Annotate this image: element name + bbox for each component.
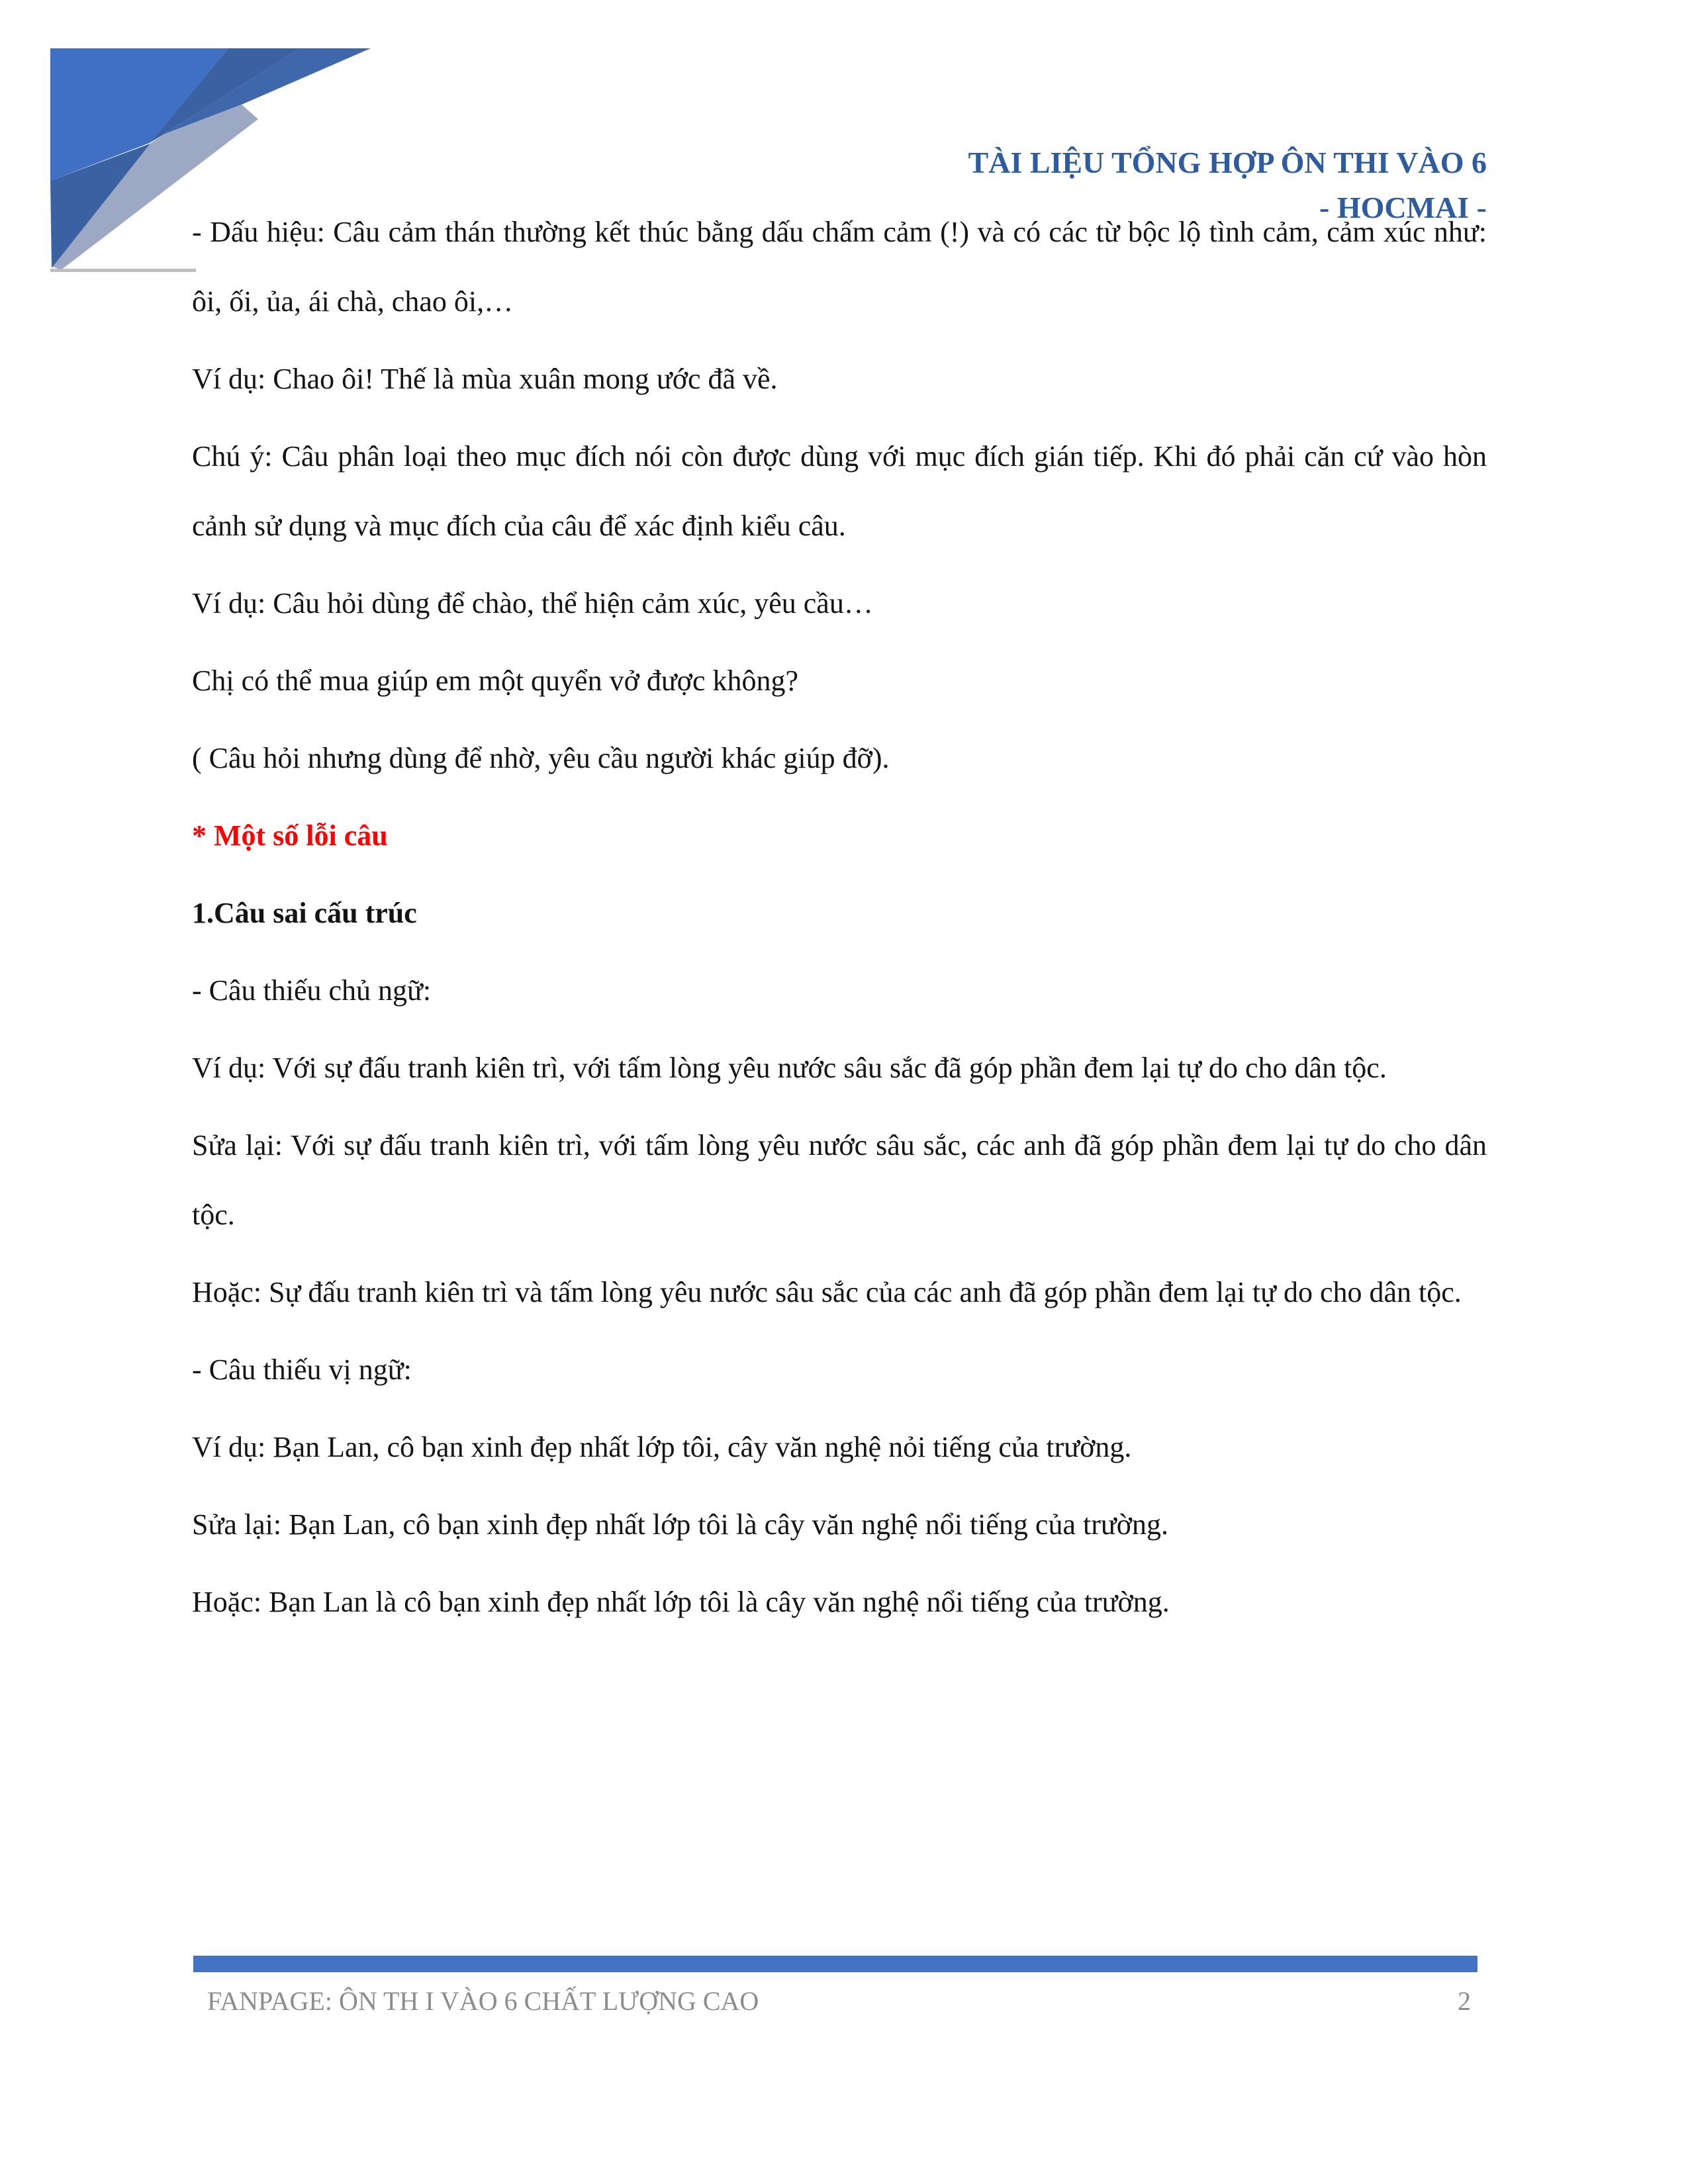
body-paragraph: Hoặc: Bạn Lan là cô bạn xinh đẹp nhất lớp tôi là cây văn nghệ nổi tiếng của trường. <box>192 1586 1170 1618</box>
body-paragraph: Ví dụ: Chao ôi! Thế là mùa xuân mong ước đã về. <box>192 363 778 395</box>
header-title: TÀI LIỆU TỔNG HỢP ÔN THI VÀO 6 <box>968 146 1487 179</box>
body-paragraph: - Câu thiếu chủ ngữ: <box>192 974 432 1007</box>
body-paragraph: Hoặc: Sự đấu tranh kiên trì và tấm lòng yêu nước sâu sắc của các anh đã góp phần đem lại tự do cho dân tộc. <box>192 1276 1462 1308</box>
footer-fanpage-text: FANPAGE: ÔN TH I VÀO 6 CHẤT LƯỢNG CAO <box>207 1986 759 2016</box>
body-paragraph: Ví dụ: Câu hỏi dùng để chào, thể hiện cảm xúc, yêu cầu… <box>192 587 873 619</box>
section-heading: 1.Câu sai cấu trúc <box>192 897 417 929</box>
body-paragraph: Ví dụ: Bạn Lan, cô bạn xinh đẹp nhất lớp tôi, cây văn nghệ nỏi tiếng của trường. <box>192 1431 1132 1463</box>
section-heading: * Một số lỗi câu <box>192 819 388 852</box>
document-body <box>192 197 1487 1645</box>
header-subtitle: - HOCMAI - <box>1319 191 1487 224</box>
page-number: 2 <box>1458 1986 1471 2016</box>
body-paragraph: - Câu thiếu vị ngữ: <box>192 1353 412 1386</box>
body-paragraph: ( Câu hỏi nhưng dùng để nhờ, yêu cầu người khác giúp đỡ). <box>192 742 890 774</box>
body-paragraph: Chú ý: Câu phân loại theo mục đích nói còn được dùng với mục đích gián tiếp. Khi đó phải căn cứ vào hòn cảnh sử dụng và mục đích của câu để xác định kiểu câu. <box>192 440 1487 542</box>
body-paragraph: Sửa lại: Bạn Lan, cô bạn xinh đẹp nhất lớp tôi là cây văn nghệ nổi tiếng của trường. <box>192 1508 1168 1541</box>
footer-divider-bar <box>193 1956 1477 1972</box>
body-paragraph: Sửa lại: Với sự đấu tranh kiên trì, với tấm lòng yêu nước sâu sắc, các anh đã góp phần đem lại tự do cho dân tộc. <box>192 1129 1487 1231</box>
body-paragraph: Ví dụ: Với sự đấu tranh kiên trì, với tấm lòng yêu nước sâu sắc đã góp phần đem lại tự do cho dân tộc. <box>192 1052 1387 1084</box>
body-paragraph: Chị có thể mua giúp em một quyển vở được không? <box>192 664 799 697</box>
body-paragraph: - Dấu hiệu: Câu cảm thán thường kết thúc bằng dấu chấm cảm (!) và có các từ bộc lộ tình cảm, cảm xúc như: ôi, ối, ủa, ái chà, chao ôi,… <box>192 216 1487 318</box>
